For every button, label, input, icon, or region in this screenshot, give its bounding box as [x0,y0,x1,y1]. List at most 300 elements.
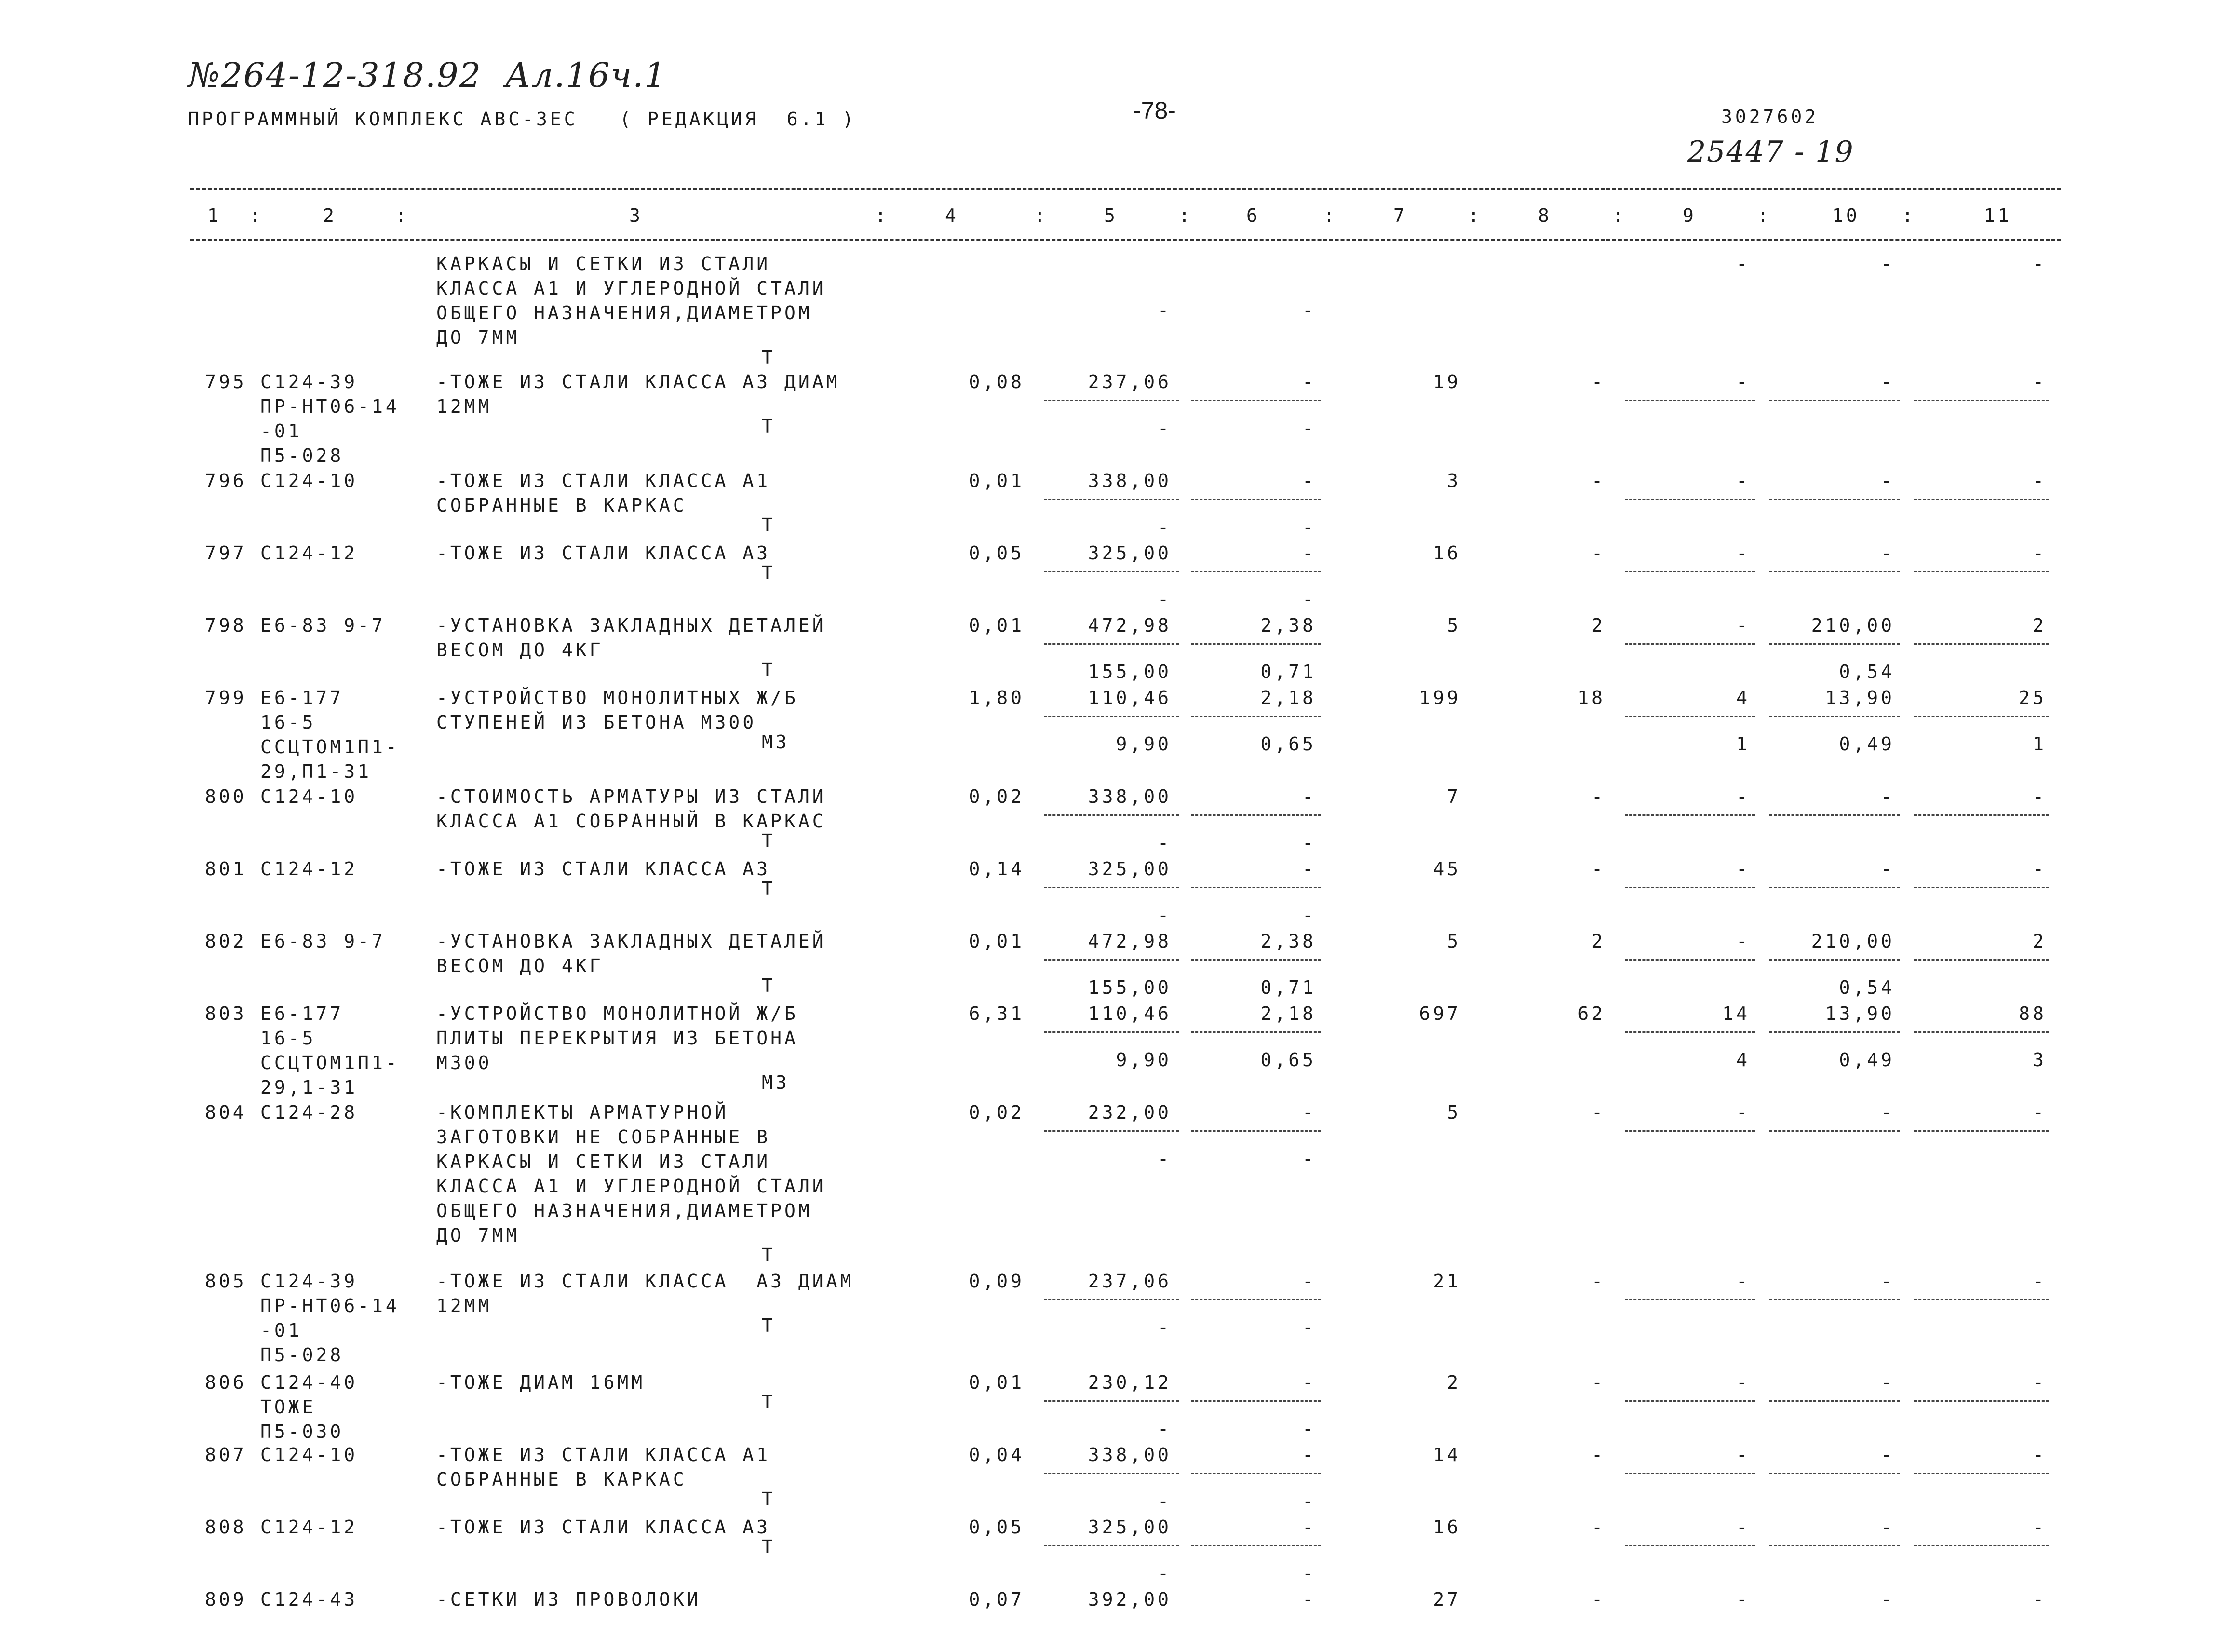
subtotal-rule [1625,1473,1755,1474]
cell-col4: 1,80 [969,687,1025,708]
cell-col11: - [2033,1589,2047,1610]
subtotal-rule [1769,1473,1900,1474]
cell-col7: 27 [1433,1589,1461,1610]
column-separator: : [1468,205,1482,226]
column-header-2: 2 [323,205,337,226]
cell-col9: - [1736,858,1750,880]
row-description: ВЕСОМ ДО 4КГ [436,955,604,976]
subtotal-rule [1625,887,1755,888]
row-code: Е6-177 [260,1003,344,1024]
cell-col7: 2 [1447,1372,1461,1393]
cell-col5-wage: - [1158,1317,1172,1338]
cell-col9: - [1736,470,1750,491]
subtotal-rule [1625,643,1755,645]
row-description: ВЕСОМ ДО 4КГ [436,639,604,661]
cell-col8: - [1592,371,1605,393]
cell-col9: - [1736,931,1750,952]
subtotal-rule [1044,1299,1179,1300]
cell-col7: 3 [1447,470,1461,491]
subtotal-rule [1914,1473,2049,1474]
cell-col6-total: - [1302,1589,1316,1610]
cell-col7: 7 [1447,786,1461,807]
subtotal-rule [1769,1545,1900,1546]
cell-col10: - [1881,786,1895,807]
cell-col4: 0,09 [969,1271,1025,1292]
cell-col9: 4 [1736,687,1750,708]
column-header-1: 1 [207,205,221,226]
column-separator: : [1757,205,1771,226]
subtotal-rule [1769,400,1900,401]
subtotal-rule [1769,1031,1900,1033]
cell-col4: 0,01 [969,931,1025,952]
row-code: ТОЖЕ [260,1396,316,1418]
cell-col11: - [2033,470,2047,491]
cell-col6-wage: - [1302,1148,1316,1169]
cell-col8: 2 [1592,615,1605,636]
cell-col8: - [1592,1444,1605,1465]
column-separator: : [1613,205,1627,226]
subtotal-rule [1625,1031,1755,1033]
cell-col5-total: 338,00 [1088,470,1172,491]
cell-col6-total: 2,18 [1260,687,1316,708]
row-code: ССЦТОМ1П1- [260,1052,400,1073]
cell-col11: - [2033,371,2047,393]
row-description: -СТОИМОСТЬ АРМАТУРЫ ИЗ СТАЛИ [436,786,826,807]
subtotal-rule [1625,1545,1755,1546]
cell-col10-wage: 0,54 [1839,977,1895,998]
subtotal-rule [1191,1299,1321,1300]
row-number: 795 [205,371,247,393]
cell-col6-wage: - [1302,299,1316,321]
cell-col11: - [2033,1372,2047,1393]
cell-col6-total: - [1302,1102,1316,1123]
subtotal-rule [1914,814,2049,816]
subtotal-rule [1044,643,1179,645]
cell-col6-wage: 0,71 [1260,661,1316,682]
row-description: -ТОЖЕ ДИАМ 16ММ [436,1372,646,1393]
cell-col8: - [1592,470,1605,491]
header-rule-bottom [190,239,2061,241]
cell-col7: 5 [1447,931,1461,952]
cell-col4: 0,01 [969,1372,1025,1393]
cell-col4: 0,01 [969,615,1025,636]
subtotal-rule [1044,959,1179,961]
column-header-5: 5 [1104,205,1118,226]
row-code: ССЦТОМ1П1- [260,736,400,758]
cell-col5-wage: - [1158,516,1172,538]
column-header-3: 3 [629,205,643,226]
cell-col11: - [2033,253,2047,274]
cell-col4: 0,05 [969,542,1025,564]
row-description: -ТОЖЕ ИЗ СТАЛИ КЛАССА А3 ДИАМ [436,1271,854,1292]
row-number: 802 [205,931,247,952]
cell-col6-total: - [1302,786,1316,807]
cell-col6-total: 2,38 [1260,931,1316,952]
row-description: ПЛИТЫ ПЕРЕКРЫТИЯ ИЗ БЕТОНА [436,1028,798,1049]
row-unit: Т [762,1392,776,1413]
row-description: ЗАГОТОВКИ НЕ СОБРАННЫЕ В [436,1126,771,1148]
row-code: 16-5 [260,712,316,733]
cell-col4: 0,01 [969,470,1025,491]
cell-col10: - [1881,542,1895,564]
subtotal-rule [1914,1545,2049,1546]
cell-col10: 13,90 [1825,687,1895,708]
row-code: 29,1-31 [260,1077,358,1098]
row-description: -УСТАНОВКА ЗАКЛАДНЫХ ДЕТАЛЕЙ [436,931,826,952]
row-number: 801 [205,858,247,880]
cell-col9: - [1736,371,1750,393]
row-description: КАРКАСЫ И СЕТКИ ИЗ СТАЛИ [436,1151,771,1172]
row-unit: Т [762,975,776,996]
cell-col5-wage: - [1158,1490,1172,1512]
cell-col7: 16 [1433,1517,1461,1538]
row-description: -КОМПЛЕКТЫ АРМАТУРНОЙ [436,1102,729,1123]
cell-col10: - [1881,1372,1895,1393]
handwritten-reference: №264-12-318.92 Ал.16ч.1 [188,55,667,95]
cell-col9: - [1736,1517,1750,1538]
row-code: ПР-НТ06-14 [260,396,400,417]
row-code: Е6-83 9-7 [260,615,386,636]
cell-col5-wage: - [1158,299,1172,321]
cell-col5-total: 232,00 [1088,1102,1172,1123]
cell-col5-wage: - [1158,1563,1172,1584]
cell-col5-total: 325,00 [1088,542,1172,564]
cell-col8: - [1592,1102,1605,1123]
row-code: С124-39 [260,371,358,393]
cell-col4: 0,07 [969,1589,1025,1610]
subtotal-rule [1625,959,1755,961]
subtotal-rule [1769,1400,1900,1402]
row-number: 805 [205,1271,247,1292]
subtotal-rule [1191,716,1321,717]
cell-col11: - [2033,1102,2047,1123]
row-description: ДО 7ММ [436,327,520,348]
subtotal-rule [1191,1400,1321,1402]
subtotal-rule [1191,400,1321,401]
subtotal-rule [1769,959,1900,961]
row-number: 800 [205,786,247,807]
cell-col9: - [1736,253,1750,274]
row-unit: Т [762,830,776,852]
cell-col6-wage: - [1302,1563,1316,1584]
document-code: 3027602 [1721,106,1819,127]
cell-col6-total: - [1302,542,1316,564]
cell-col6-wage: 0,65 [1260,1049,1316,1070]
cell-col4: 0,14 [969,858,1025,880]
cell-col5-wage: - [1158,589,1172,610]
row-number: 809 [205,1589,247,1610]
cell-col7: 5 [1447,615,1461,636]
cell-col5-wage: - [1158,1418,1172,1439]
row-unit: Т [762,347,776,368]
subtotal-rule [1191,1473,1321,1474]
row-code: П5-028 [260,1344,344,1366]
cell-col10: 210,00 [1811,931,1895,952]
row-code: Е6-177 [260,687,344,708]
cell-col10: - [1881,1102,1895,1123]
subtotal-rule [1625,716,1755,717]
cell-col5-wage: - [1158,905,1172,926]
subtotal-rule [1914,887,2049,888]
row-number: 797 [205,542,247,564]
row-unit: Т [762,1489,776,1510]
column-header-4: 4 [945,205,959,226]
cell-col10: - [1881,470,1895,491]
cell-col5-total: 338,00 [1088,1444,1172,1465]
cell-col8: 62 [1578,1003,1605,1024]
column-separator: : [250,205,264,226]
handwritten-code: 25447 - 19 [1687,135,1854,169]
subtotal-rule [1044,814,1179,816]
cell-col9-wage: 4 [1736,1049,1750,1070]
cell-col5-total: 472,98 [1088,931,1172,952]
cell-col9: - [1736,1271,1750,1292]
cell-col6-total: - [1302,1372,1316,1393]
cell-col6-total: - [1302,1271,1316,1292]
cell-col9: - [1736,1372,1750,1393]
subtotal-rule [1769,499,1900,500]
row-code: П5-028 [260,445,344,466]
cell-col5-total: 230,12 [1088,1372,1172,1393]
cell-col5-wage: 155,00 [1088,661,1172,682]
cell-col4: 0,04 [969,1444,1025,1465]
row-unit: Т [762,1245,776,1266]
cell-col11: 25 [2019,687,2047,708]
row-unit: Т [762,659,776,680]
cell-col11: - [2033,786,2047,807]
subtotal-rule [1769,887,1900,888]
cell-col5-total: 325,00 [1088,858,1172,880]
cell-col5-total: 110,46 [1088,687,1172,708]
row-number: 796 [205,470,247,491]
subtotal-rule [1769,1130,1900,1132]
subtotal-rule [1191,887,1321,888]
row-description: -ТОЖЕ ИЗ СТАЛИ КЛАССА А3 [436,542,771,564]
subtotal-rule [1914,959,2049,961]
row-code: С124-10 [260,1444,358,1465]
subtotal-rule [1769,571,1900,572]
column-header-11: 11 [1984,205,2012,226]
row-code: -01 [260,1320,302,1341]
subtotal-rule [1625,400,1755,401]
row-description: ОБЩЕГО НАЗНАЧЕНИЯ,ДИАМЕТРОМ [436,1200,812,1221]
cell-col10: 13,90 [1825,1003,1895,1024]
row-description: СОБРАННЫЕ В КАРКАС [436,495,687,516]
cell-col11: - [2033,1271,2047,1292]
cell-col8: - [1592,1271,1605,1292]
cell-col9: 14 [1722,1003,1750,1024]
cell-col10: - [1881,1444,1895,1465]
row-code: С124-40 [260,1372,358,1393]
cell-col8: 2 [1592,931,1605,952]
cell-col5-wage: - [1158,1148,1172,1169]
row-description: -ТОЖЕ ИЗ СТАЛИ КЛАССА А3 ДИАМ [436,371,840,393]
cell-col10: - [1881,1517,1895,1538]
cell-col11-wage: 1 [2033,733,2047,755]
subtotal-rule [1191,1130,1321,1132]
cell-col5-total: 392,00 [1088,1589,1172,1610]
subtotal-rule [1044,1473,1179,1474]
row-description: -ТОЖЕ ИЗ СТАЛИ КЛАССА А3 [436,858,771,880]
cell-col7: 199 [1419,687,1461,708]
row-code: С124-39 [260,1271,358,1292]
cell-col6-wage: 0,71 [1260,977,1316,998]
subtotal-rule [1044,887,1179,888]
row-description: -УСТРОЙСТВО МОНОЛИТНОЙ Ж/Б [436,1003,798,1024]
cell-col5-wage: 9,90 [1116,733,1172,755]
subtotal-rule [1191,499,1321,500]
column-separator: : [875,205,889,226]
cell-col8: - [1592,1589,1605,1610]
row-code: 29,П1-31 [260,761,372,782]
row-unit: Т [762,562,776,583]
cell-col7: 697 [1419,1003,1461,1024]
cell-col4: 0,08 [969,371,1025,393]
subtotal-rule [1769,716,1900,717]
cell-col6-wage: - [1302,832,1316,853]
cell-col7: 19 [1433,371,1461,393]
cell-col9: - [1736,1589,1750,1610]
column-separator: : [1323,205,1337,226]
cell-col6-wage: - [1302,1418,1316,1439]
cell-col9: - [1736,786,1750,807]
row-code: Е6-83 9-7 [260,931,386,952]
subtotal-rule [1914,499,2049,500]
column-header-7: 7 [1393,205,1407,226]
header-rule-top [190,188,2061,190]
row-number: 807 [205,1444,247,1465]
cell-col5-total: 110,46 [1088,1003,1172,1024]
subtotal-rule [1769,1299,1900,1300]
column-header-9: 9 [1683,205,1697,226]
cell-col4: 0,02 [969,1102,1025,1123]
cell-col6-wage: - [1302,589,1316,610]
cell-col6-total: - [1302,1444,1316,1465]
row-description: -ТОЖЕ ИЗ СТАЛИ КЛАССА А1 [436,470,771,491]
cell-col5-wage: - [1158,832,1172,853]
row-number: 806 [205,1372,247,1393]
subtotal-rule [1191,1545,1321,1546]
column-header-6: 6 [1246,205,1260,226]
subtotal-rule [1914,716,2049,717]
row-code: С124-12 [260,858,358,880]
subtotal-rule [1914,643,2049,645]
subtotal-rule [1191,814,1321,816]
cell-col6-wage: - [1302,1317,1316,1338]
cell-col9-wage: 1 [1736,733,1750,755]
row-code: С124-12 [260,1517,358,1538]
column-header-10: 10 [1832,205,1860,226]
cell-col11-wage: 3 [2033,1049,2047,1070]
cell-col6-wage: 0,65 [1260,733,1316,755]
cell-col11: - [2033,858,2047,880]
row-unit: М3 [762,1072,790,1093]
row-description: -ТОЖЕ ИЗ СТАЛИ КЛАССА А1 [436,1444,771,1465]
cell-col6-total: 2,18 [1260,1003,1316,1024]
cell-col6-wage: - [1302,418,1316,439]
row-number: 804 [205,1102,247,1123]
cell-col5-wage: 9,90 [1116,1049,1172,1070]
cell-col9: - [1736,1102,1750,1123]
subtotal-rule [1769,643,1900,645]
program-title: ПРОГРАММНЫЙ КОМПЛЕКС АВС-3ЕС ( РЕДАКЦИЯ 6.1 ) [188,108,857,130]
cell-col8: - [1592,786,1605,807]
cell-col9: - [1736,542,1750,564]
row-unit: Т [762,416,776,437]
row-description: 12ММ [436,396,492,417]
cell-col6-wage: - [1302,1490,1316,1512]
cell-col5-wage: 155,00 [1088,977,1172,998]
row-unit: Т [762,515,776,536]
subtotal-rule [1191,959,1321,961]
row-unit: Т [762,1536,776,1557]
row-description: -СЕТКИ ИЗ ПРОВОЛОКИ [436,1589,701,1610]
row-description: 12ММ [436,1295,492,1316]
cell-col9: - [1736,1444,1750,1465]
cell-col11: - [2033,1517,2047,1538]
row-code: С124-10 [260,786,358,807]
cell-col7: 21 [1433,1271,1461,1292]
row-unit: Т [762,1315,776,1336]
cell-col6-total: - [1302,371,1316,393]
row-number: 798 [205,615,247,636]
subtotal-rule [1044,400,1179,401]
subtotal-rule [1625,1299,1755,1300]
row-description: ОБЩЕГО НАЗНАЧЕНИЯ,ДИАМЕТРОМ [436,302,812,324]
row-description: КАРКАСЫ И СЕТКИ ИЗ СТАЛИ [436,253,771,274]
row-code: -01 [260,420,302,442]
cell-col10: 210,00 [1811,615,1895,636]
cell-col5-total: 325,00 [1088,1517,1172,1538]
subtotal-rule [1044,1130,1179,1132]
column-separator: : [1902,205,1916,226]
row-code: С124-28 [260,1102,358,1123]
cell-col10-wage: 0,54 [1839,661,1895,682]
cell-col10: - [1881,858,1895,880]
cell-col6-wage: - [1302,516,1316,538]
cell-col9: - [1736,615,1750,636]
row-description: КЛАССА А1 СОБРАННЫЙ В КАРКАС [436,811,826,832]
cell-col7: 16 [1433,542,1461,564]
cell-col11: - [2033,542,2047,564]
subtotal-rule [1914,571,2049,572]
row-description: СТУПЕНЕЙ ИЗ БЕТОНА М300 [436,712,757,733]
cell-col8: - [1592,1372,1605,1393]
subtotal-rule [1914,1299,2049,1300]
cell-col10-wage: 0,49 [1839,1049,1895,1070]
subtotal-rule [1625,499,1755,500]
subtotal-rule [1914,1031,2049,1033]
cell-col4: 6,31 [969,1003,1025,1024]
cell-col6-wage: - [1302,905,1316,926]
cell-col5-total: 237,06 [1088,1271,1172,1292]
subtotal-rule [1625,1400,1755,1402]
row-number: 803 [205,1003,247,1024]
subtotal-rule [1044,571,1179,572]
column-separator: : [1034,205,1048,226]
cell-col8: - [1592,858,1605,880]
cell-col10-wage: 0,49 [1839,733,1895,755]
row-description: -УСТРОЙСТВО МОНОЛИТНЫХ Ж/Б [436,687,798,708]
cell-col11: - [2033,1444,2047,1465]
row-description: СОБРАННЫЕ В КАРКАС [436,1469,687,1490]
subtotal-rule [1044,1031,1179,1033]
cell-col5-total: 338,00 [1088,786,1172,807]
cell-col7: 5 [1447,1102,1461,1123]
subtotal-rule [1914,1400,2049,1402]
subtotal-rule [1914,400,2049,401]
cell-col10: - [1881,371,1895,393]
